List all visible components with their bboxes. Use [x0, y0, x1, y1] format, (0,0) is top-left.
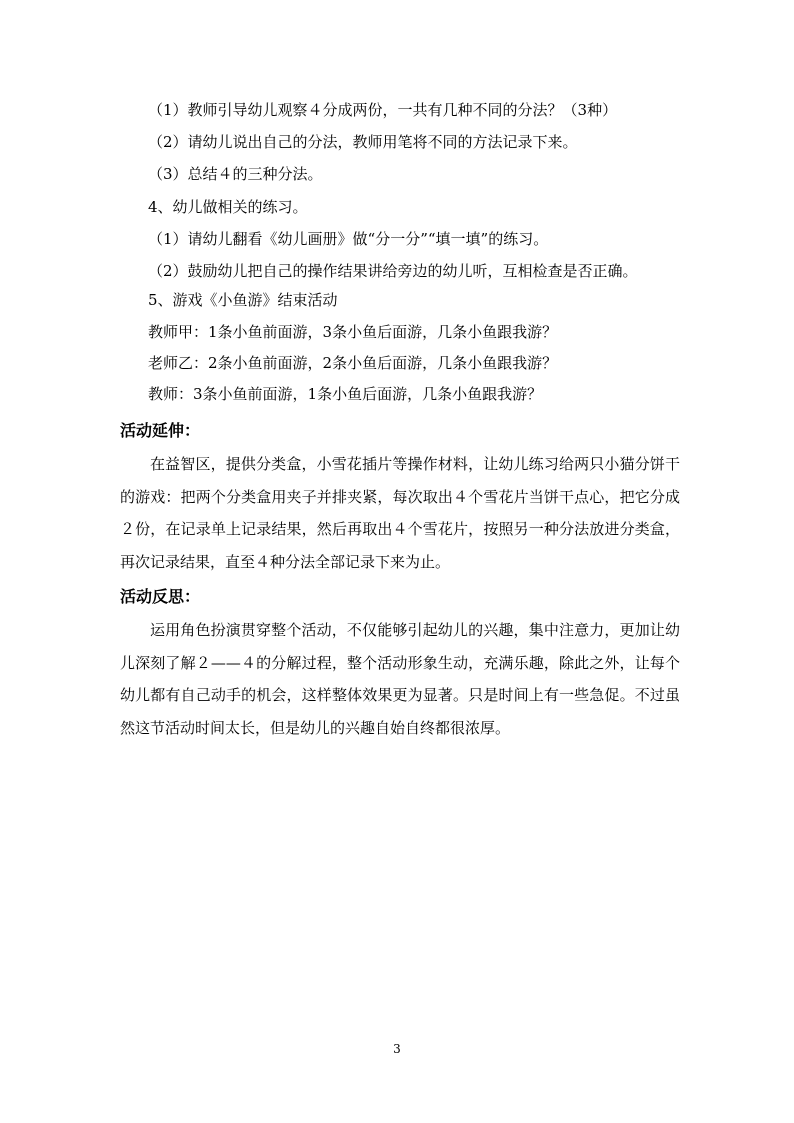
reflection-paragraph: 运用角色扮演贯穿整个活动，不仅能够引起幼儿的兴趣，集中注意力，更加让幼儿深刻了解２——４的分解过程，整个活动形象生动，充满乐趣，除此之外，让每个幼儿都有自己动手的机会，这样整体效果更为显著。只是时间上有一些急促。不过虽然这节活动时间太长，但是幼儿的兴趣自始自终都很浓厚。 [120, 621, 680, 737]
step-line-1: （1）教师引导幼儿观察４分成两份，一共有几种不同的分法？（3种） [148, 101, 618, 119]
step-line-3: （3）总结４的三种分法。 [148, 165, 323, 183]
step-line-6: （2）鼓励幼儿把自己的操作结果讲给旁边的幼儿听，互相检查是否正确。 [148, 262, 638, 280]
reflection-heading: 活动反思： [120, 587, 201, 606]
step-line-2: （2）请幼儿说出自己的分法，教师用笔将不同的方法记录下来。 [148, 133, 578, 151]
step-line-4: 4、幼儿做相关的练习。 [148, 198, 308, 216]
step-line-9: 老师乙：2条小鱼前面游，2条小鱼后面游，几条小鱼跟我游？ [148, 354, 558, 372]
step-line-8: 教师甲：1条小鱼前面游，3条小鱼后面游，几条小鱼跟我游？ [148, 323, 558, 341]
step-line-7: 5、游戏《小鱼游》结束活动 [148, 291, 338, 309]
step-line-5: （1）请幼儿翻看《幼儿画册》做“分一分”“填一填”的练习。 [148, 230, 549, 248]
step-line-10: 教师：3条小鱼前面游，1条小鱼后面游，几条小鱼跟我游？ [148, 385, 543, 403]
extension-heading: 活动延伸： [120, 421, 201, 440]
extension-paragraph: 在益智区，提供分类盒，小雪花插片等操作材料，让幼儿练习给两只小猫分饼干的游戏：把两个分类盒用夹子并排夹紧，每次取出４个雪花片当饼干点心，把它分成２份，在记录单上记录结果，然后再取出４个雪花片，按照另一种分法放进分类盒，再次记录结果，直至４种分法全部记录下来为止。 [120, 455, 680, 571]
page-number: 3 [393, 1042, 401, 1056]
